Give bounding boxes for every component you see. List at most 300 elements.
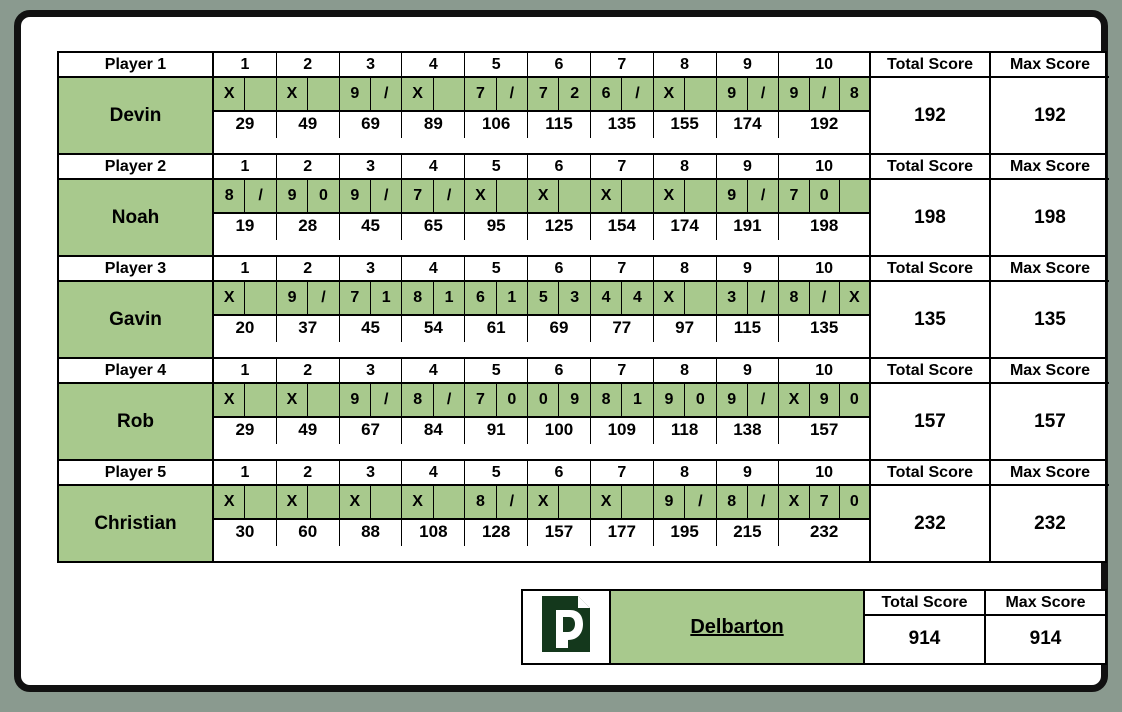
- frame-number: 3: [340, 461, 403, 484]
- ball-mark[interactable]: 8: [402, 282, 433, 314]
- ball-mark[interactable]: /: [446, 187, 452, 204]
- ball-mark[interactable]: 9: [340, 384, 371, 416]
- frame-cell[interactable]: [528, 384, 591, 416]
- frame-cumulative-score: 20: [214, 316, 277, 342]
- ball-mark[interactable]: 9: [779, 78, 809, 110]
- frame-number: 9: [717, 257, 780, 280]
- frame-number: 8: [654, 53, 717, 76]
- ball-mark[interactable]: X: [214, 486, 245, 518]
- frame-number: 10: [815, 362, 834, 379]
- frame-number: 7: [591, 257, 654, 280]
- frame-cell[interactable]: [717, 486, 780, 518]
- frame-cumulative-row: [214, 214, 869, 240]
- frame-cumulative-score: 192: [809, 114, 839, 133]
- frame-number: 3: [340, 359, 403, 382]
- ball-mark[interactable]: 7: [465, 78, 496, 110]
- frame-cell[interactable]: [340, 180, 403, 212]
- frame-cumulative-score: 198: [809, 216, 839, 235]
- ball-mark[interactable]: [434, 486, 464, 518]
- player-max-score-column: [991, 359, 1109, 459]
- total-score-header: Total Score: [871, 461, 989, 486]
- ball-mark[interactable]: X: [277, 486, 308, 518]
- ball-mark[interactable]: /: [698, 493, 703, 510]
- team-total-score-column: [865, 591, 986, 663]
- frame-cell[interactable]: [465, 78, 528, 110]
- frame-cell[interactable]: [340, 78, 403, 110]
- frame-number: 9: [717, 155, 780, 178]
- ball-mark[interactable]: X: [214, 384, 245, 416]
- ball-mark[interactable]: /: [810, 78, 840, 110]
- player-total-score-column: [871, 359, 991, 459]
- frame-cumulative-score: 91: [465, 418, 528, 444]
- frame-number: 2: [277, 359, 340, 382]
- frame-cumulative-score: 138: [717, 418, 780, 444]
- max-score-value: 198: [1034, 206, 1066, 228]
- frame-cell[interactable]: [654, 180, 717, 212]
- frame-cumulative-score: 232: [809, 522, 839, 541]
- max-score-value: 232: [1034, 512, 1066, 534]
- team-max-score-value: 914: [1029, 627, 1062, 649]
- ball-mark[interactable]: 9: [717, 384, 748, 416]
- team-total-score-header: Total Score: [865, 591, 984, 616]
- frame-cumulative-score: 65: [402, 214, 465, 240]
- ball-mark[interactable]: [308, 78, 338, 110]
- frame-cumulative-score: 61: [465, 316, 528, 342]
- team-max-score-column: [986, 591, 1105, 663]
- ball-mark[interactable]: 7: [810, 486, 840, 518]
- ball-mark[interactable]: /: [384, 187, 389, 204]
- frame-cell[interactable]: [277, 282, 340, 314]
- ball-mark[interactable]: 9: [810, 384, 840, 416]
- frame-marks-row: [214, 486, 869, 520]
- frame-cell[interactable]: [402, 78, 465, 110]
- frame-cell[interactable]: [340, 384, 403, 416]
- ball-mark[interactable]: 9: [277, 180, 308, 212]
- ball-mark[interactable]: [308, 384, 338, 416]
- frame-number: 1: [214, 53, 277, 76]
- frame-number: 4: [402, 53, 465, 76]
- ball-mark[interactable]: 7: [340, 282, 371, 314]
- frame-cell[interactable]: [465, 384, 528, 416]
- frame-cell[interactable]: [654, 384, 717, 416]
- ball-mark[interactable]: 3: [717, 282, 748, 314]
- frame-number: 8: [654, 359, 717, 382]
- frame-cell[interactable]: [591, 486, 654, 518]
- frame-marks-row: [214, 78, 869, 112]
- frame-cell[interactable]: [654, 486, 717, 518]
- ball-mark[interactable]: 8: [717, 486, 748, 518]
- ball-mark[interactable]: /: [760, 391, 766, 408]
- player-total-score-column: [871, 53, 991, 153]
- frame-cell[interactable]: [402, 282, 465, 314]
- frame-cell[interactable]: [779, 180, 869, 212]
- frame-cell[interactable]: [214, 486, 277, 518]
- ball-mark[interactable]: X: [779, 384, 809, 416]
- ball-mark[interactable]: X: [402, 486, 433, 518]
- frame-cell[interactable]: [654, 282, 717, 314]
- frame-cell[interactable]: [340, 282, 403, 314]
- frame-number: 9: [717, 53, 780, 76]
- frame-cell[interactable]: [717, 282, 780, 314]
- ball-mark[interactable]: /: [635, 85, 640, 102]
- ball-mark[interactable]: 9: [654, 486, 685, 518]
- ball-mark[interactable]: [559, 486, 589, 518]
- frame-cell[interactable]: [717, 180, 780, 212]
- player-block: [57, 51, 1107, 155]
- frame-number: 2: [277, 53, 340, 76]
- ball-mark[interactable]: 0: [810, 180, 840, 212]
- player-name[interactable]: Christian: [59, 486, 214, 561]
- frame-number: 2: [277, 257, 340, 280]
- ball-mark[interactable]: [685, 282, 715, 314]
- frame-number: 6: [528, 461, 591, 484]
- ball-mark[interactable]: [245, 384, 275, 416]
- frame-number: 6: [528, 155, 591, 178]
- ball-mark[interactable]: /: [509, 493, 515, 510]
- frame-cumulative-score: 155: [654, 112, 717, 138]
- player-total-score-column: [871, 257, 991, 357]
- frame-cumulative-score: 215: [717, 520, 780, 546]
- frame-cell[interactable]: [591, 384, 654, 416]
- ball-mark[interactable]: 0: [849, 391, 859, 408]
- ball-mark[interactable]: [840, 180, 869, 212]
- frame-cell[interactable]: [277, 486, 340, 518]
- frame-number: 10: [815, 56, 834, 73]
- frame-cell[interactable]: [528, 282, 591, 314]
- ball-mark[interactable]: [434, 78, 464, 110]
- ball-mark[interactable]: [497, 180, 527, 212]
- frame-cell[interactable]: [465, 180, 528, 212]
- ball-mark[interactable]: X: [402, 78, 433, 110]
- frame-cumulative-score: 157: [809, 420, 839, 439]
- player-total-score-column: [871, 461, 991, 561]
- frame-number: 1: [214, 257, 277, 280]
- frame-cumulative-score: 97: [654, 316, 717, 342]
- ball-mark[interactable]: [245, 78, 275, 110]
- scoresheet: [43, 37, 1093, 677]
- total-score-value: 232: [914, 512, 946, 534]
- frame-cell[interactable]: [340, 486, 403, 518]
- ball-mark[interactable]: /: [760, 289, 766, 306]
- ball-mark[interactable]: X: [591, 486, 622, 518]
- ball-mark[interactable]: X: [779, 486, 809, 518]
- player-name[interactable]: Devin: [59, 78, 214, 153]
- frame-cumulative-score: 45: [340, 214, 403, 240]
- ball-mark[interactable]: 1: [633, 391, 642, 408]
- frame-cumulative-score: 30: [214, 520, 277, 546]
- ball-mark[interactable]: 9: [654, 384, 685, 416]
- team-total-score-value: 914: [908, 627, 941, 649]
- frame-cell[interactable]: [591, 180, 654, 212]
- frame-number: 10: [815, 464, 834, 481]
- ball-mark[interactable]: X: [654, 282, 685, 314]
- ball-mark[interactable]: 3: [570, 289, 580, 306]
- frame-cumulative-score: 77: [591, 316, 654, 342]
- frame-cell[interactable]: [402, 180, 465, 212]
- ball-mark[interactable]: [245, 282, 275, 314]
- player-slot-label: Player 5: [59, 461, 214, 486]
- max-score-header: Max Score: [991, 359, 1109, 384]
- team-name: Delbarton: [611, 591, 865, 663]
- ball-mark[interactable]: 8: [591, 384, 622, 416]
- frame-cell[interactable]: [214, 78, 277, 110]
- player-totals: [869, 53, 1109, 153]
- total-score-header: Total Score: [871, 359, 989, 384]
- frame-number-header: [214, 155, 869, 180]
- frame-number: 7: [591, 53, 654, 76]
- frame-cumulative-score: 88: [340, 520, 403, 546]
- scoresheet-card: [14, 10, 1108, 692]
- frame-cumulative-score: 19: [214, 214, 277, 240]
- frame-cell[interactable]: [779, 486, 869, 518]
- ball-mark[interactable]: 0: [695, 391, 705, 408]
- frame-cumulative-score: 177: [591, 520, 654, 546]
- frame-number: 5: [465, 155, 528, 178]
- ball-mark[interactable]: /: [810, 282, 840, 314]
- total-score-value: 135: [914, 308, 946, 330]
- frame-number: 4: [402, 257, 465, 280]
- frame-cumulative-score: 49: [277, 112, 340, 138]
- player-slot-label: Player 2: [59, 155, 214, 180]
- frame-number: 8: [654, 257, 717, 280]
- frame-cell[interactable]: [277, 180, 340, 212]
- ball-mark[interactable]: X: [214, 78, 245, 110]
- frame-marks-row: [214, 180, 869, 214]
- ball-mark[interactable]: /: [760, 187, 766, 204]
- ball-mark[interactable]: [245, 486, 275, 518]
- ball-mark[interactable]: X: [654, 180, 685, 212]
- ball-mark[interactable]: [622, 180, 652, 212]
- ball-mark[interactable]: 9: [570, 391, 580, 408]
- ball-mark[interactable]: 2: [570, 85, 580, 102]
- ball-mark[interactable]: 7: [528, 78, 559, 110]
- player-max-score-column: [991, 53, 1109, 153]
- ball-mark[interactable]: X: [528, 180, 559, 212]
- frame-cell[interactable]: [214, 384, 277, 416]
- frame-number: 10: [815, 158, 834, 175]
- team-max-score-header: Max Score: [986, 591, 1105, 616]
- ball-mark[interactable]: X: [849, 289, 860, 306]
- frame-cumulative-score: 174: [654, 214, 717, 240]
- frame-cumulative-score: 109: [591, 418, 654, 444]
- frame-cumulative-score: 29: [214, 112, 277, 138]
- ball-mark[interactable]: 7: [402, 180, 433, 212]
- ball-mark[interactable]: X: [277, 384, 308, 416]
- ball-mark[interactable]: 0: [849, 493, 859, 510]
- player-slot-label: Player 4: [59, 359, 214, 384]
- max-score-header: Max Score: [991, 155, 1109, 180]
- frame-number: 7: [591, 359, 654, 382]
- frame-cumulative-row: [214, 520, 869, 546]
- frame-cumulative-score: 195: [654, 520, 717, 546]
- frame-number: 6: [528, 257, 591, 280]
- player-name[interactable]: Noah: [59, 180, 214, 255]
- player-totals: [869, 359, 1109, 459]
- frame-number: 5: [465, 257, 528, 280]
- frame-cell[interactable]: [717, 384, 780, 416]
- ball-mark[interactable]: [685, 78, 715, 110]
- total-score-value: 198: [914, 206, 946, 228]
- frame-cell[interactable]: [591, 282, 654, 314]
- frame-marks-row: [214, 384, 869, 418]
- ball-mark[interactable]: [685, 180, 715, 212]
- frame-cumulative-score: 174: [717, 112, 780, 138]
- ball-mark[interactable]: 4: [591, 282, 622, 314]
- ball-mark[interactable]: 9: [717, 78, 748, 110]
- frame-cumulative-score: 37: [277, 316, 340, 342]
- ball-mark[interactable]: 8: [214, 180, 245, 212]
- frame-number: 5: [465, 359, 528, 382]
- ball-mark[interactable]: X: [465, 180, 496, 212]
- frame-cumulative-row: [214, 316, 869, 342]
- ball-mark[interactable]: 8: [779, 282, 809, 314]
- frame-number: 2: [277, 461, 340, 484]
- frame-number-header: [214, 359, 869, 384]
- ball-mark[interactable]: 1: [507, 289, 517, 306]
- ball-mark[interactable]: [622, 486, 652, 518]
- team-totals: [865, 591, 1105, 663]
- frame-number: 2: [277, 155, 340, 178]
- frame-cell[interactable]: [779, 78, 869, 110]
- frame-number: 6: [528, 53, 591, 76]
- frame-cell[interactable]: [214, 180, 277, 212]
- frame-cumulative-score: 29: [214, 418, 277, 444]
- frame-number: 1: [214, 461, 277, 484]
- ball-mark[interactable]: 9: [717, 180, 748, 212]
- frame-cell[interactable]: [528, 486, 591, 518]
- frame-cumulative-score: 95: [465, 214, 528, 240]
- ball-mark[interactable]: X: [528, 486, 559, 518]
- frame-cumulative-score: 115: [528, 112, 591, 138]
- max-score-value: 157: [1034, 410, 1066, 432]
- player-totals: [869, 155, 1109, 255]
- ball-mark[interactable]: /: [446, 391, 452, 408]
- ball-mark[interactable]: /: [384, 85, 389, 102]
- frame-cell[interactable]: [591, 78, 654, 110]
- frame-cumulative-score: 28: [277, 214, 340, 240]
- ball-mark[interactable]: 0: [507, 391, 517, 408]
- ball-mark[interactable]: /: [760, 493, 766, 510]
- ball-mark[interactable]: 6: [465, 282, 496, 314]
- frame-cell[interactable]: [214, 282, 277, 314]
- frame-cell[interactable]: [277, 78, 340, 110]
- player-max-score-column: [991, 257, 1109, 357]
- frame-cumulative-score: 115: [717, 316, 780, 342]
- frame-cell[interactable]: [528, 78, 591, 110]
- max-score-value: 192: [1034, 104, 1066, 126]
- frame-number: 6: [528, 359, 591, 382]
- ball-mark[interactable]: 4: [633, 289, 642, 306]
- frame-cell[interactable]: [528, 180, 591, 212]
- ball-mark[interactable]: X: [591, 180, 622, 212]
- ball-mark[interactable]: 9: [277, 282, 308, 314]
- ball-mark[interactable]: 0: [528, 384, 559, 416]
- frame-cumulative-score: 191: [717, 214, 780, 240]
- ball-mark[interactable]: 7: [779, 180, 809, 212]
- ball-mark[interactable]: 7: [465, 384, 496, 416]
- ball-mark[interactable]: /: [509, 85, 515, 102]
- ball-mark[interactable]: X: [277, 78, 308, 110]
- frame-cell[interactable]: [277, 384, 340, 416]
- frame-cell[interactable]: [465, 282, 528, 314]
- ball-mark[interactable]: X: [340, 486, 371, 518]
- frame-cumulative-score: 118: [654, 418, 717, 444]
- frame-cumulative-score: 135: [591, 112, 654, 138]
- player-totals: [869, 461, 1109, 561]
- frame-cumulative-score: 67: [340, 418, 403, 444]
- player-block: [57, 459, 1107, 563]
- ball-mark[interactable]: [559, 180, 589, 212]
- ball-mark[interactable]: X: [654, 78, 685, 110]
- frame-cumulative-score: 69: [340, 112, 403, 138]
- frame-number: 10: [815, 260, 834, 277]
- total-score-value: 192: [914, 104, 946, 126]
- ball-mark[interactable]: 8: [402, 384, 433, 416]
- player-slot-label: Player 1: [59, 53, 214, 78]
- max-score-header: Max Score: [991, 53, 1109, 78]
- ball-mark[interactable]: 6: [591, 78, 622, 110]
- frame-number: 9: [717, 461, 780, 484]
- player-max-score-column: [991, 155, 1109, 255]
- frame-number: 5: [465, 53, 528, 76]
- frame-cell[interactable]: [402, 486, 465, 518]
- frame-cumulative-row: [214, 418, 869, 444]
- player-total-score-column: [871, 155, 991, 255]
- ball-mark[interactable]: 8: [465, 486, 496, 518]
- frame-number: 8: [654, 155, 717, 178]
- frame-cell[interactable]: [717, 78, 780, 110]
- ball-mark[interactable]: /: [760, 85, 766, 102]
- total-score-value: 157: [914, 410, 946, 432]
- frame-cumulative-score: 128: [465, 520, 528, 546]
- frame-cell[interactable]: [465, 486, 528, 518]
- ball-mark[interactable]: [371, 486, 401, 518]
- ball-mark[interactable]: 8: [849, 85, 859, 102]
- total-score-header: Total Score: [871, 257, 989, 282]
- ball-mark[interactable]: /: [321, 289, 326, 306]
- frame-number: 1: [214, 155, 277, 178]
- frame-cumulative-score: 125: [528, 214, 591, 240]
- frame-cumulative-score: 154: [591, 214, 654, 240]
- player-name[interactable]: Gavin: [59, 282, 214, 357]
- ball-mark[interactable]: [308, 486, 338, 518]
- frame-cell[interactable]: [779, 282, 869, 314]
- ball-mark[interactable]: 0: [318, 187, 328, 204]
- ball-mark[interactable]: /: [258, 187, 263, 204]
- frame-cell[interactable]: [779, 384, 869, 416]
- total-score-header: Total Score: [871, 53, 989, 78]
- ball-mark[interactable]: 9: [340, 180, 371, 212]
- frame-number-header: [214, 53, 869, 78]
- frame-number: 4: [402, 461, 465, 484]
- ball-mark[interactable]: 5: [528, 282, 559, 314]
- frame-number: 1: [214, 359, 277, 382]
- frame-cumulative-score: 108: [402, 520, 465, 546]
- ball-mark[interactable]: /: [384, 391, 389, 408]
- frame-cell[interactable]: [402, 384, 465, 416]
- ball-mark[interactable]: 1: [444, 289, 454, 306]
- frame-marks-row: [214, 282, 869, 316]
- ball-mark[interactable]: 1: [381, 289, 391, 306]
- ball-mark[interactable]: 9: [340, 78, 371, 110]
- player-block: [57, 255, 1107, 359]
- player-block: [57, 357, 1107, 461]
- ball-mark[interactable]: X: [214, 282, 245, 314]
- frame-cell[interactable]: [654, 78, 717, 110]
- player-name[interactable]: Rob: [59, 384, 214, 459]
- player-max-score-column: [991, 461, 1109, 561]
- frame-cumulative-score: 84: [402, 418, 465, 444]
